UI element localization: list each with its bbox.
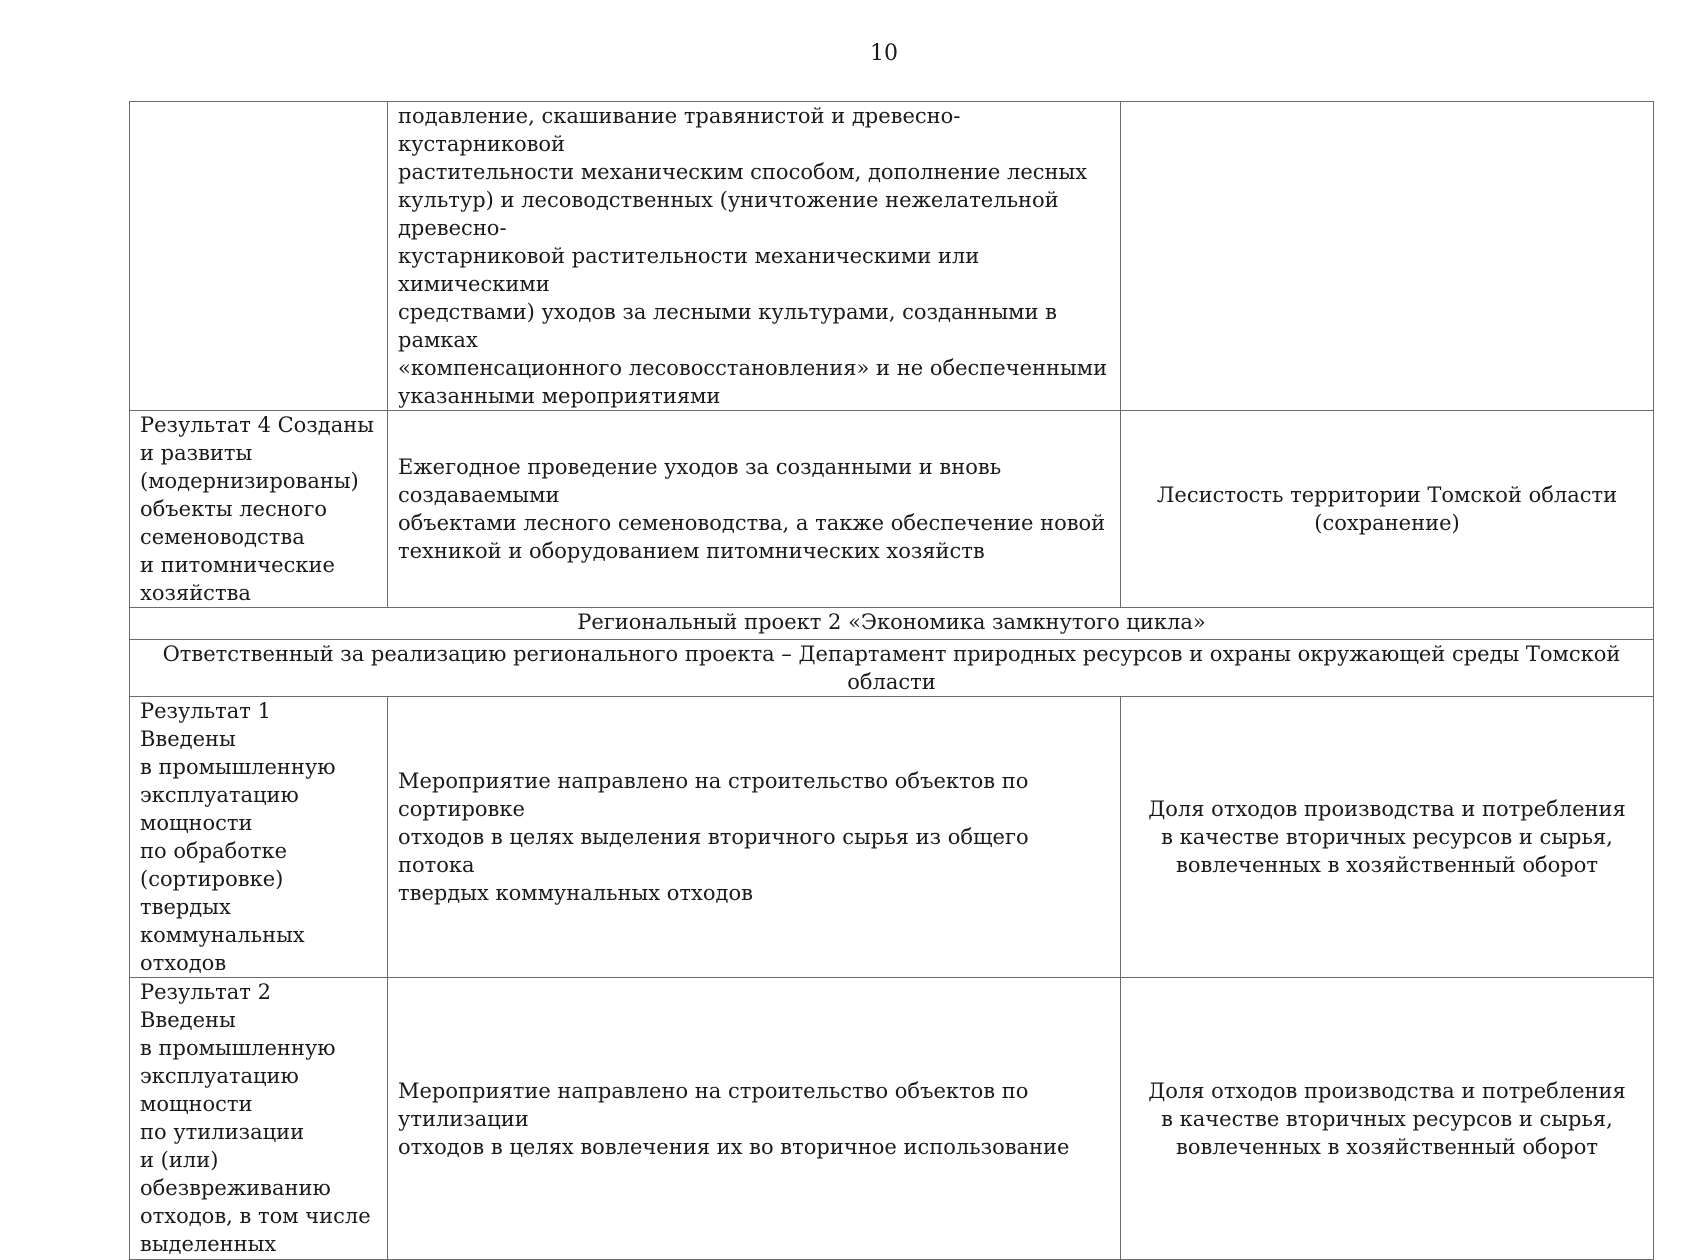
indicator-cell [1121,102,1654,411]
result-cell: Результат 4 Созданы и развиты (модернизированы) объекты лесного семеноводства и питомнические хозяйства [130,411,388,608]
table-row [130,697,1654,978]
description-cell: Мероприятие направлено на строительство объектов по сортировке отходов в целях выделения вторичного сырья из общего потока твердых коммунальных отходов [388,697,1121,978]
page-number: 10 [870,41,898,66]
project-title: Региональный проект 2 «Экономика замкнутого цикла» [130,608,1654,640]
table-row [130,608,1654,640]
indicator-cell: Лесистость территории Томской области (сохранение) [1121,411,1654,608]
activities-table [129,101,1654,1260]
indicator-cell: Доля отходов производства и потребления в качестве вторичных ресурсов и сырья, вовлеченных в хозяйственный оборот [1121,978,1654,1260]
description-cell: Ежегодное проведение уходов за созданными и вновь создаваемыми объектами лесного семеноводства, а также обеспечение новой техникой и оборудованием питомнических хозяйств [388,411,1121,608]
description-cell: подавление, скашивание травянистой и древесно-кустарниковой растительности механическим способом, дополнение лесных культур) и лесоводственных (уничтожение нежелательной древесно- кустарниковой растительности механическими или химическими средствами) уходов за лесными культурами, созданными в рамках «компенсационного лесовосстановления» и не обеспеченными указанными мероприятиями [388,102,1121,411]
description-cell: Мероприятие направлено на строительство объектов по утилизации отходов в целях вовлечения их во вторичное использование [388,978,1121,1260]
table-row [130,102,1654,411]
table-row [130,978,1654,1260]
result-cell [130,102,388,411]
responsible-department: Ответственный за реализацию регионального проекта – Департамент природных ресурсов и охраны окружающей среды Томской области [130,640,1654,697]
result-cell: Результат 1 Введены в промышленную эксплуатацию мощности по обработке (сортировке) твердых коммунальных отходов [130,697,388,978]
table-row [130,411,1654,608]
table-row [130,640,1654,697]
result-cell: Результат 2 Введены в промышленную эксплуатацию мощности по утилизации и (или) обезвреживанию отходов, в том числе выделенных [130,978,388,1260]
indicator-cell: Доля отходов производства и потребления в качестве вторичных ресурсов и сырья, вовлеченных в хозяйственный оборот [1121,697,1654,978]
